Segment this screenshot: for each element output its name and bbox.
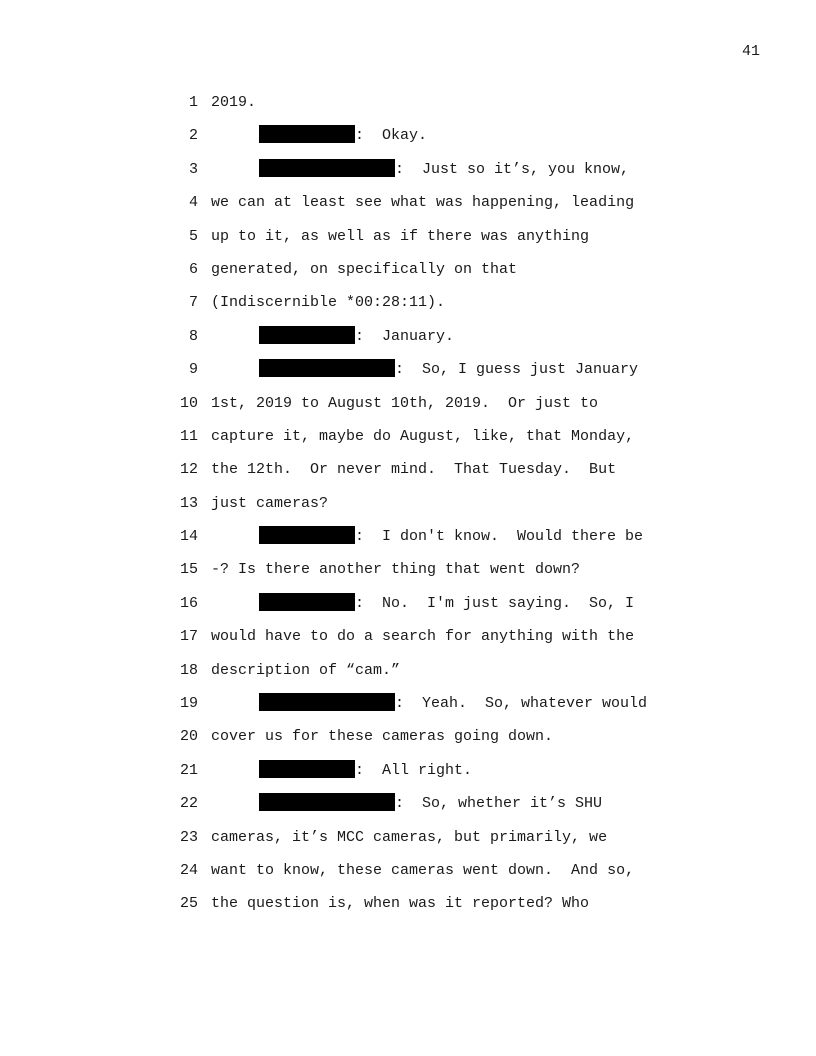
continuation-text: description of “cam.” (211, 661, 401, 679)
transcript-line (0, 326, 816, 359)
transcript-line (0, 359, 816, 392)
transcript-line (0, 493, 816, 526)
speaker-statement: : All right. (355, 761, 473, 779)
continuation-text: just cameras? (211, 494, 329, 512)
speaker-statement: : So, I guess just January (395, 361, 639, 379)
speaker-statement: : Okay. (355, 127, 428, 145)
line-number: 16 (179, 594, 198, 612)
redacted-speaker-name (259, 760, 355, 778)
transcript-line (0, 860, 816, 893)
transcript-line (0, 593, 816, 626)
transcript-line (0, 159, 816, 192)
line-text (211, 192, 634, 214)
line-number: 2 (188, 127, 198, 145)
speaker-statement: : No. I'm just saying. So, I (355, 594, 635, 612)
line-number: 14 (179, 528, 198, 546)
continuation-text: the 12th. Or never mind. That Tuesday. But (211, 461, 617, 479)
line-text (259, 760, 472, 782)
speaker-statement: : Yeah. So, whatever would (395, 695, 648, 713)
line-number: 22 (179, 795, 198, 813)
line-number: 10 (179, 394, 198, 412)
line-text (211, 459, 616, 481)
line-text (211, 393, 598, 415)
redacted-speaker-name (259, 359, 395, 377)
line-number: 18 (179, 661, 198, 679)
transcript-line (0, 893, 816, 926)
continuation-text: the question is, when was it reported? Who (211, 895, 590, 913)
continuation-text: (Indiscernible *00:28:11). (211, 294, 446, 312)
line-number: 8 (188, 327, 198, 345)
line-number: 24 (179, 861, 198, 879)
transcript-line (0, 827, 816, 860)
redacted-speaker-name (259, 693, 395, 711)
continuation-text: generated, on specifically on that (211, 260, 518, 278)
line-text (259, 359, 638, 381)
transcript-line (0, 459, 816, 492)
continuation-text: capture it, maybe do August, like, that Monday, (211, 427, 635, 445)
transcript-line (0, 760, 816, 793)
transcript-line (0, 192, 816, 225)
transcript-line (0, 393, 816, 426)
line-text (211, 827, 607, 849)
line-number: 17 (179, 628, 198, 646)
continuation-text: -? Is there another thing that went down? (211, 561, 581, 579)
line-number: 20 (179, 728, 198, 746)
line-number: 19 (179, 695, 198, 713)
line-number: 21 (179, 761, 198, 779)
line-number: 9 (188, 361, 198, 379)
continuation-text: would have to do a search for anything with the (211, 628, 635, 646)
line-number: 5 (188, 227, 198, 245)
transcript-line (0, 426, 816, 459)
line-number: 13 (179, 494, 198, 512)
line-number: 4 (188, 194, 198, 212)
line-text (259, 159, 629, 181)
continuation-text: 2019. (211, 94, 257, 111)
continuation-text: want to know, these cameras went down. And so, (211, 861, 635, 879)
line-text (211, 860, 634, 882)
transcript-line (0, 526, 816, 559)
continuation-text: cameras, it’s MCC cameras, but primarily, we (211, 828, 608, 846)
line-text (259, 793, 602, 815)
transcript-line (0, 793, 816, 826)
line-text (211, 292, 445, 314)
transcript-line (0, 559, 816, 592)
continuation-text: cover us for these cameras going down. (211, 728, 554, 746)
transcript-line (0, 125, 816, 158)
line-text (259, 593, 634, 615)
transcript-line (0, 226, 816, 259)
transcript-line (0, 259, 816, 292)
speaker-statement: : January. (355, 327, 455, 345)
line-text (259, 526, 643, 548)
transcript-body (0, 92, 816, 927)
line-text (211, 559, 580, 581)
transcript-line (0, 660, 816, 693)
redacted-speaker-name (259, 125, 355, 143)
line-number: 23 (179, 828, 198, 846)
speaker-statement: : I don't know. Would there be (355, 528, 644, 546)
line-text (211, 726, 553, 748)
redacted-speaker-name (259, 326, 355, 344)
redacted-speaker-name (259, 526, 355, 544)
continuation-text: 1st, 2019 to August 10th, 2019. Or just to (211, 394, 599, 412)
continuation-text: up to it, as well as if there was anything (211, 227, 590, 245)
line-number: 3 (188, 160, 198, 178)
transcript-line (0, 292, 816, 325)
line-number: 25 (179, 895, 198, 913)
line-text (211, 893, 589, 915)
line-text (211, 259, 517, 281)
line-text (211, 626, 634, 648)
line-text (211, 92, 256, 114)
redacted-speaker-name (259, 793, 395, 811)
line-number: 1 (188, 94, 198, 111)
line-text (259, 326, 454, 348)
page-number: 41 (742, 43, 761, 60)
line-text (211, 426, 634, 448)
transcript-line (0, 726, 816, 759)
redacted-speaker-name (259, 593, 355, 611)
transcript-line (0, 626, 816, 659)
line-text (211, 226, 589, 248)
line-number: 6 (188, 260, 198, 278)
line-text (211, 493, 328, 515)
speaker-statement: : So, whether it’s SHU (395, 795, 603, 813)
line-text (211, 660, 400, 682)
transcript-line (0, 92, 816, 125)
line-text (259, 125, 427, 147)
line-number: 12 (179, 461, 198, 479)
line-number: 15 (179, 561, 198, 579)
line-number: 7 (188, 294, 198, 312)
speaker-statement: : Just so it’s, you know, (395, 160, 630, 178)
line-number: 11 (179, 427, 198, 445)
transcript-line (0, 693, 816, 726)
continuation-text: we can at least see what was happening, leading (211, 194, 635, 212)
line-text (259, 693, 647, 715)
redacted-speaker-name (259, 159, 395, 177)
